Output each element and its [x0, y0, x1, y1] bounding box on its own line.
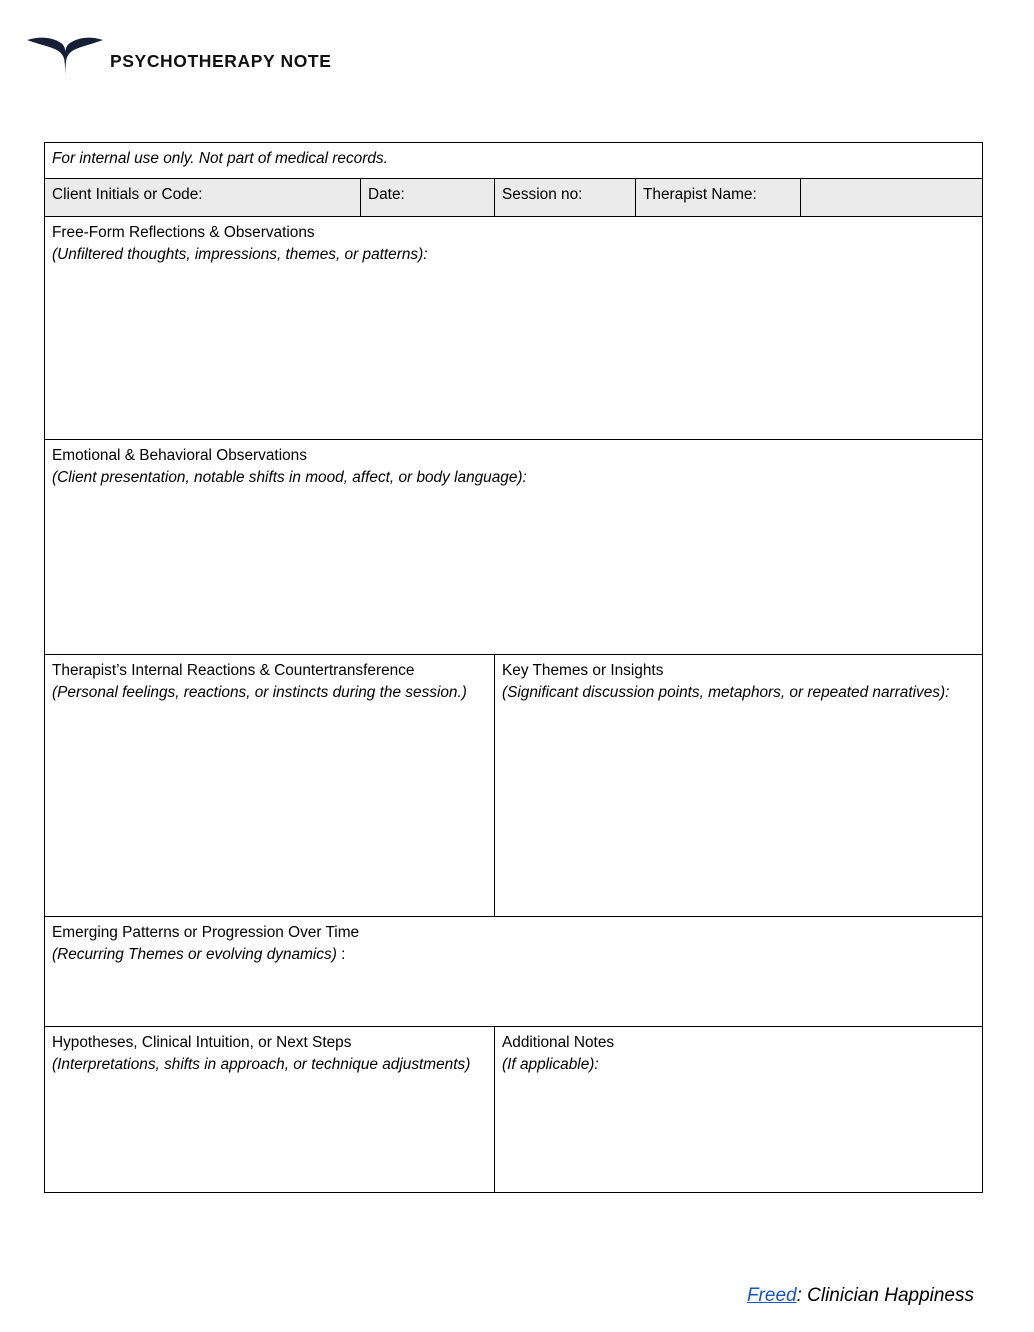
section-heading-additional-notes: Additional Notes: [502, 1034, 615, 1051]
table-row-reactions-and-themes: [45, 655, 983, 917]
field-client-initials[interactable]: [45, 179, 361, 217]
section-hypotheses-next-steps[interactable]: [45, 1027, 495, 1193]
section-additional-notes[interactable]: [495, 1027, 983, 1193]
section-heading-key-themes: Key Themes or Insights: [502, 662, 664, 679]
field-label-date: Date:: [368, 186, 405, 203]
section-hint-internal-reactions: (Personal feelings, reactions, or instincts during the session.): [52, 683, 467, 701]
table-row-emerging-patterns: [45, 917, 983, 1027]
field-label-session-no: Session no:: [502, 186, 583, 203]
field-therapist-name[interactable]: [636, 179, 801, 217]
field-label-therapist-name: Therapist Name:: [643, 186, 757, 203]
internal-use-notice: For internal use only. Not part of medical records.: [52, 150, 388, 167]
section-emotional-behavioral-observations[interactable]: [45, 440, 983, 655]
table-row-meta-fields: [45, 179, 983, 217]
section-hint-emotional-behavioral: (Client presentation, notable shifts in mood, affect, or body language):: [52, 468, 527, 486]
page-title: PSYCHOTHERAPY NOTE: [110, 51, 332, 72]
table-row-emotional-behavioral: [45, 440, 983, 655]
section-emerging-patterns[interactable]: [45, 917, 983, 1027]
table-row-hypotheses-and-notes: [45, 1027, 983, 1193]
section-heading-emotional-behavioral: Emotional & Behavioral Observations: [52, 447, 307, 464]
section-heading-free-form-reflections: Free-Form Reflections & Observations: [52, 224, 315, 241]
section-free-form-reflections[interactable]: [45, 217, 983, 440]
section-hint-suffix-emerging-patterns: :: [341, 945, 346, 963]
section-hint-hypotheses: (Interpretations, shifts in approach, or technique adjustments): [52, 1055, 471, 1073]
section-hint-key-themes: (Significant discussion points, metaphors, or repeated narratives):: [502, 683, 950, 701]
freed-link[interactable]: Freed: [746, 1285, 797, 1306]
section-therapist-internal-reactions[interactable]: [45, 655, 495, 917]
internal-use-cell: [45, 143, 983, 179]
document-footer: [747, 1285, 974, 1307]
psychotherapy-note-table: [44, 142, 983, 1193]
wing-bird-logo-icon: [26, 30, 104, 80]
table-row-internal-use: [45, 143, 983, 179]
section-heading-emerging-patterns: Emerging Patterns or Progression Over Time: [52, 924, 360, 941]
document-header: [26, 26, 331, 84]
section-hint-free-form-reflections: (Unfiltered thoughts, impressions, themes, or patterns):: [52, 245, 428, 263]
field-date[interactable]: [361, 179, 495, 217]
field-therapist-name-input[interactable]: [801, 179, 983, 217]
field-label-client-initials: Client Initials or Code:: [52, 186, 203, 203]
section-hint-emerging-patterns: (Recurring Themes or evolving dynamics): [52, 945, 337, 963]
section-heading-hypotheses: Hypotheses, Clinical Intuition, or Next Steps: [52, 1034, 352, 1051]
footer-tagline: : Clinician Happiness: [796, 1285, 974, 1306]
section-key-themes-or-insights[interactable]: [495, 655, 983, 917]
section-heading-internal-reactions: Therapist’s Internal Reactions & Countertransference: [52, 662, 415, 679]
field-session-no[interactable]: [495, 179, 636, 217]
section-hint-additional-notes: (If applicable):: [502, 1055, 599, 1073]
table-row-free-form-reflections: [45, 217, 983, 440]
